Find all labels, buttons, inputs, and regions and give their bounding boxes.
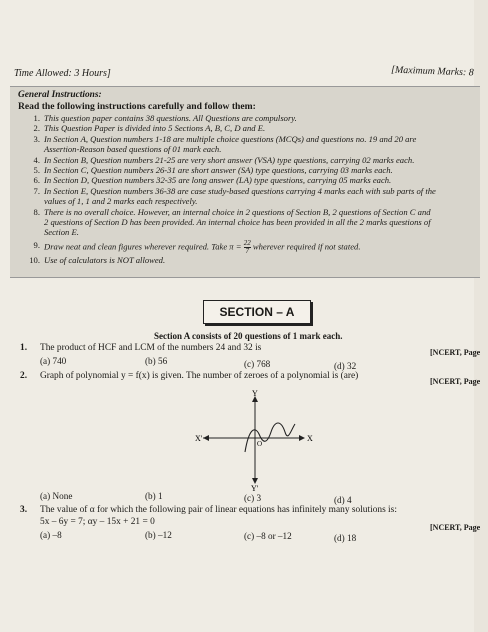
q3-option-b[interactable]: (b) –12 — [145, 530, 172, 540]
instruction-number: 6. — [33, 175, 40, 186]
instruction-item — [18, 113, 488, 123]
instruction-number: 5. — [33, 165, 40, 176]
instruction-text: In Section E, Question numbers 36-38 are case study-based questions carrying 4 marks each with sub parts of the — [44, 185, 436, 196]
y-axis-label: Y — [252, 389, 258, 398]
x-neg-axis-label: X' — [195, 434, 203, 443]
y-neg-axis-label: Y' — [251, 484, 259, 493]
question-text: The value of α for which the following pair of linear equations has infinitely many solutions is: — [40, 505, 397, 515]
pi-fraction — [244, 240, 251, 255]
instruction-text: In Section C, Question numbers 26-31 are short answer (SA) type questions, carrying 03 marks each. — [44, 165, 393, 176]
x-neg-axis-arrow — [203, 435, 209, 441]
pi-text-pre: Draw neat and clean figures wherever required. Take π = — [44, 241, 242, 252]
instruction-continuation: Assertion-Reason based questions of 01 mark each. — [44, 144, 222, 155]
polynomial-graph — [195, 388, 315, 493]
instruction-item — [18, 165, 488, 175]
question-number: 3. — [20, 505, 28, 515]
q1-option-b[interactable]: (b) 56 — [145, 356, 168, 366]
instruction-number: 9. — [33, 239, 40, 250]
fraction-numerator: 22 — [243, 238, 251, 247]
instruction-item — [18, 175, 488, 185]
q2-option-a[interactable]: (a) None — [40, 491, 73, 501]
q2-option-c[interactable]: (c) 3 — [244, 493, 262, 503]
instruction-continuation: Section E. — [44, 227, 79, 238]
instruction-continuation: 2 questions of Section D has been provided. An internal choice has been provided in all the 2 marks questions of — [44, 217, 431, 228]
instruction-text: In Section B, Question numbers 21-25 are very short answer (VSA) type questions, carrying 02 marks each. — [44, 154, 415, 165]
q2-option-b[interactable]: (b) 1 — [145, 491, 163, 501]
instruction-item — [18, 134, 488, 144]
instruction-number: 4. — [33, 154, 40, 165]
question-3-reference: [NCERT, Page — [430, 523, 481, 532]
x-axis-label: X — [307, 434, 313, 443]
time-allowed: Time Allowed: 3 Hours] — [14, 68, 111, 79]
instruction-text: In Section A, Question numbers 1-18 are multiple choice questions (MCQs) and questions no. 19 and 20 are — [44, 133, 417, 144]
instruction-number: 3. — [33, 133, 40, 144]
instruction-number: 7. — [33, 185, 40, 196]
instructions-list — [18, 113, 488, 265]
maximum-marks: [Maximum Marks: 8 — [391, 64, 475, 79]
question-3-equation: 5x – 6y = 7; αy – 15x + 21 = 0 — [40, 517, 155, 527]
question-number: 2. — [20, 371, 28, 381]
question-text: The product of HCF and LCM of the numbers 24 and 32 is — [40, 343, 262, 353]
instruction-text: In Section D, Question numbers 32-35 are long answer (LA) type questions, carrying 05 marks each. — [44, 175, 392, 186]
instructions-lead: Read the following instructions carefully and follow them: — [18, 101, 256, 112]
q2-option-d[interactable]: (d) 4 — [334, 495, 352, 505]
instruction-item — [18, 155, 488, 165]
question-number: 1. — [20, 343, 28, 353]
question-text: Graph of polynomial y = f(x) is given. The number of zeroes of a polynomial is (are) — [40, 371, 359, 381]
instruction-item — [18, 255, 488, 265]
instruction-continuation: values of 1, 1 and 2 marks each respectively. — [44, 196, 198, 207]
paper-header — [14, 66, 474, 84]
x-axis-arrow — [299, 435, 305, 441]
q3-option-d[interactable]: (d) 18 — [334, 533, 357, 543]
pi-text-post: wherever required if not stated. — [252, 241, 361, 252]
instructions-title: General Instructions: — [18, 90, 102, 100]
section-a-subtitle: Section A consists of 20 questions of 1 mark each. — [154, 331, 343, 341]
instruction-text: There is no overall choice. However, an internal choice in 2 questions of Section B, 2 questions of Section C and — [44, 206, 431, 217]
instruction-number: 1. — [33, 113, 40, 123]
instruction-item — [18, 186, 488, 196]
instruction-number: 10. — [29, 254, 40, 265]
section-a-heading: SECTION – A — [203, 300, 311, 324]
fraction-denominator: 7 — [245, 246, 249, 255]
question-1-reference: [NCERT, Page — [430, 348, 481, 357]
instruction-item — [18, 123, 488, 133]
q3-option-a[interactable]: (a) –8 — [40, 530, 62, 540]
instruction-text: This question paper contains 38 questions. All Questions are compulsory. — [44, 113, 297, 123]
instruction-number: 2. — [33, 123, 40, 134]
question-2-reference: [NCERT, Page — [430, 377, 481, 386]
instruction-text — [44, 240, 488, 255]
q1-option-c[interactable]: (c) 768 — [244, 359, 271, 369]
q3-option-c[interactable]: (c) –8 or –12 — [244, 531, 292, 541]
instruction-text: Use of calculators is NOT allowed. — [44, 254, 166, 265]
q1-option-d[interactable]: (d) 32 — [334, 361, 357, 371]
origin-label: O — [257, 440, 263, 448]
q1-option-a[interactable]: (a) 740 — [40, 356, 67, 366]
instruction-item — [18, 240, 488, 255]
instruction-number: 8. — [33, 206, 40, 217]
general-instructions-box — [10, 86, 480, 278]
instruction-text: This Question Paper is divided into 5 Sections A, B, C, D and E. — [44, 123, 266, 134]
instruction-item — [18, 207, 488, 217]
